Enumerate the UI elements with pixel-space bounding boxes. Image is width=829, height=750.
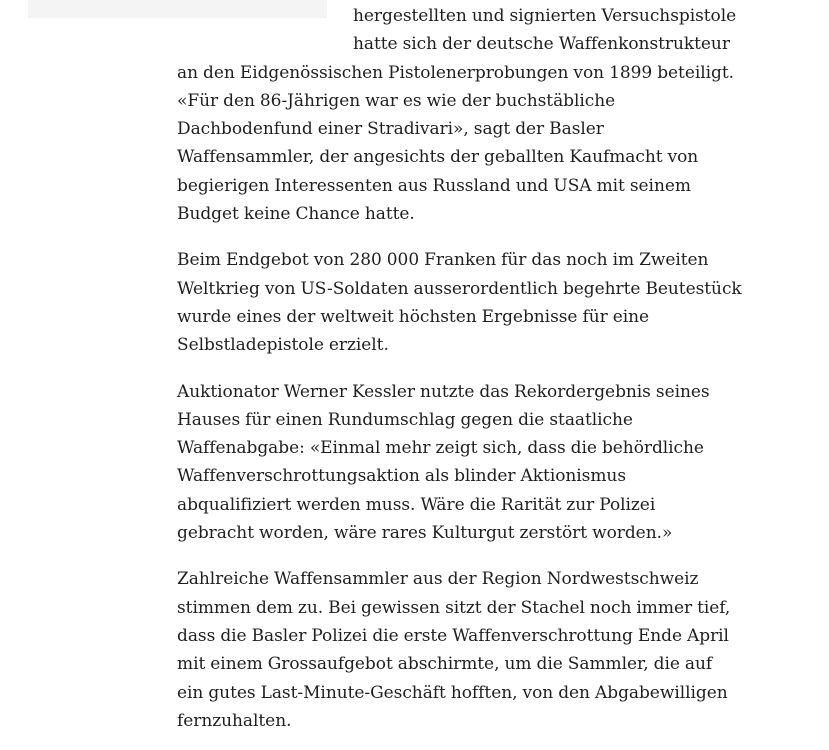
text-line: an den Eidgenössischen Pistolenerprobungen von 1899 beteiligt.	[177, 62, 734, 83]
text-line: gebracht worden, wäre rares Kulturgut zerstört worden.»	[177, 523, 673, 544]
text-line: «Für den 86-Jährigen war es wie der buchstäbliche	[177, 90, 616, 111]
text-line: Waffenabgabe: «Einmal mehr zeigt sich, dass die behördliche	[177, 438, 704, 459]
text-line: hergestellten und signierten Versuchspistole	[353, 6, 737, 26]
article-paragraph-1	[177, 2, 817, 228]
text-line: wurde eines der weltweit höchsten Ergebnisse für eine	[177, 306, 650, 327]
text-line: Selbstladepistole erzielt.	[177, 335, 389, 356]
text-line: stimmen dem zu. Bei gewissen sitzt der Stachel noch immer tief,	[177, 597, 731, 618]
text-line: dass die Basler Polizei die erste Waffenverschrottung Ende April	[177, 625, 729, 646]
text-line: begierigen Interessenten aus Russland und USA mit seinem	[177, 175, 691, 196]
text-line: Hauses für einen Rundumschlag gegen die staatliche	[177, 409, 633, 430]
article-paragraph-4	[177, 565, 817, 735]
text-line: fernzuhalten.	[177, 710, 292, 731]
text-line: Budget keine Chance hatte.	[177, 204, 415, 225]
article-paragraph-3	[177, 378, 817, 548]
text-line: Weltkrieg von US-Soldaten ausserordentlich begehrte Beutestück	[177, 278, 742, 299]
text-line: abqualifiziert werden muss. Wäre die Rarität zur Polizei	[177, 494, 656, 515]
text-line: Dachbodenfund einer Stradivari», sagt der Basler	[177, 119, 604, 140]
text-line: Beim Endgebot von 280 000 Franken für das noch im Zweiten	[177, 250, 709, 271]
article-paragraph-2	[177, 246, 817, 359]
text-line: mit einem Grossaufgebot abschirmte, um die Sammler, die auf	[177, 654, 713, 675]
text-line: ein gutes Last-Minute-Geschäft hofften, von den Abgabewilligen	[177, 682, 728, 703]
text-line: Waffensammler, der angesichts der geballten Kaufmacht von	[177, 147, 699, 168]
text-line: Auktionator Werner Kessler nutzte das Rekordergebnis seines	[177, 381, 710, 402]
text-line: Waffenverschrottungsaktion als blinder Aktionismus	[177, 466, 626, 487]
article-body	[177, 2, 817, 750]
text-line: Zahlreiche Waffensammler aus der Region Nordwestschweiz	[177, 569, 699, 590]
text-line: hatte sich der deutsche Waffenkonstrukteur	[353, 34, 730, 55]
